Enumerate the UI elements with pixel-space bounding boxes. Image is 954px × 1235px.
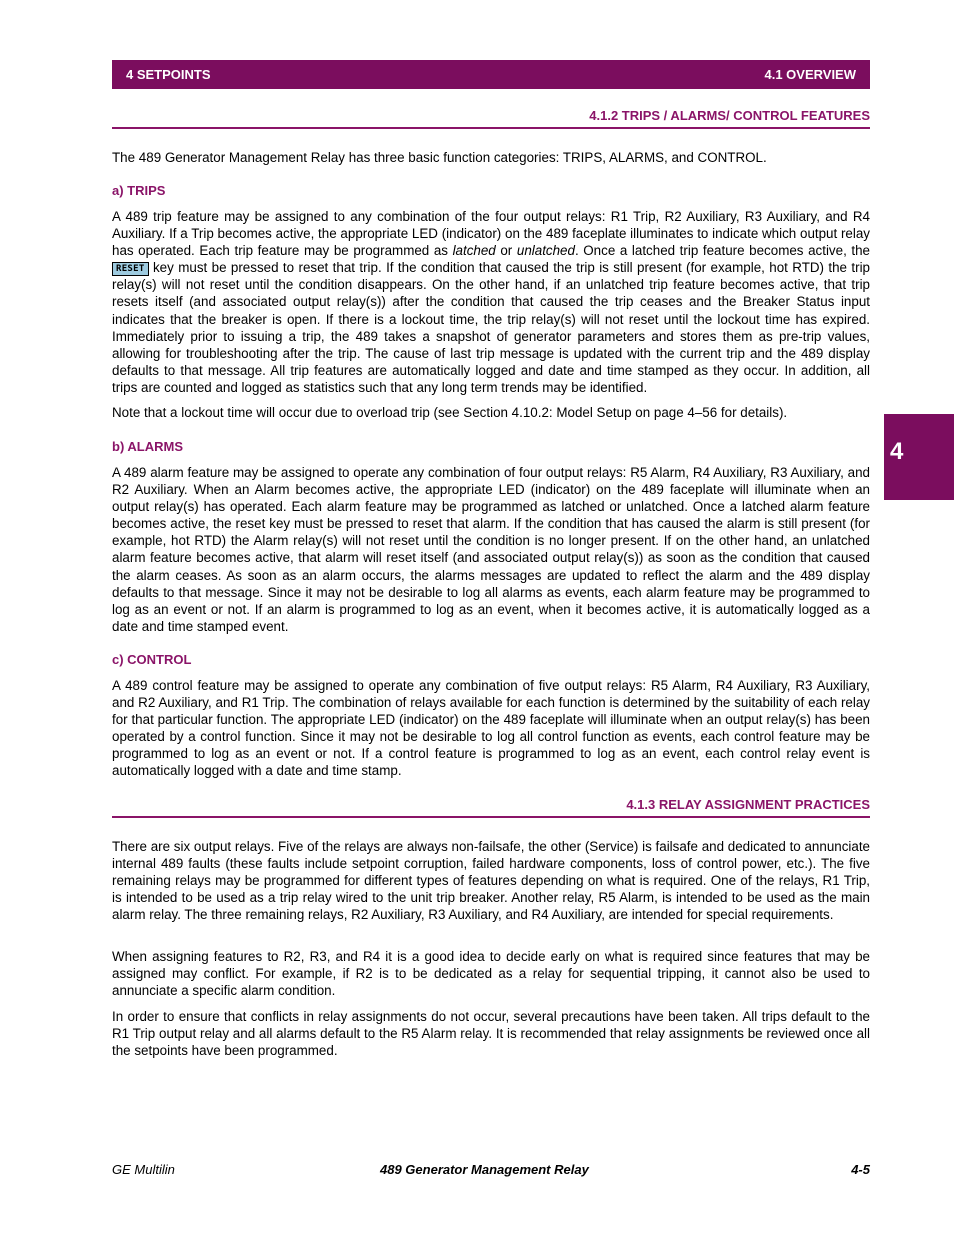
trips-text-2: . Once a latched trip feature becomes active, the [574, 243, 870, 259]
relay-assignment-paragraph-2: When assigning features to R2, R3, and R4 it is a good idea to decide early on what is required since features that may be assigned may conflict. For example, if R2 is to be dedicated as a relay for sequential tripping, it cannot also be used to annunciate a specific alarm condition. [112, 949, 870, 999]
trips-paragraph [112, 208, 870, 396]
trips-heading: a) TRIPS [112, 183, 166, 198]
reset-key-icon: RESET [112, 262, 149, 276]
relay-assignment-paragraph-1: There are six output relays. Five of the relays are always non-failsafe, the other (Service) is failsafe and dedicated to annunciate internal 489 faults (these faults include setpoint corruption, failed hardware components, loss of control power, etc.). The five remaining relays may be programmed for different types of features depending on what is required. One of the relays, R1 Trip, is intended to be used as a trip relay wired to the unit trip breaker. Another relay, R5 Alarm, is intended to be used as the main alarm relay. The three remaining relays, R2 Auxiliary, R3 Auxiliary, and R4 Auxiliary, are intended for special requirements. [112, 839, 870, 923]
section-4-1-3-heading: 4.1.3 RELAY ASSIGNMENT PRACTICES [112, 797, 870, 818]
trips-text-or: or [495, 243, 517, 259]
latched-term: latched [452, 243, 496, 259]
header-section: 4.1 OVERVIEW [764, 67, 856, 82]
footer-company: GE Multilin [112, 1162, 175, 1177]
running-header [112, 60, 870, 89]
unlatched-term: unlatched [516, 243, 575, 259]
relay-assignment-paragraph-3: In order to ensure that conflicts in relay assignments do not occur, several precautions have been taken. All trips default to the R1 Trip output relay and all alarms default to the R5 Alarm relay. It is recommended that relay assignments be reviewed once all the setpoints have been programmed. [112, 1009, 870, 1059]
chapter-number: 4 [890, 438, 904, 465]
trips-text-3: key must be pressed to reset that trip. If the condition that caused the trip is still present (for example, hot RTD) the trip relay(s) will not reset until the condition disappears. On the other hand, if an unlatched trip feature becomes active, that trip resets itself (and associated output relay(s)) after the condition that caused the trip ceases and the Breaker Status input indicates that the breaker is open. If there is a lockout time, the trip relay(s) will not reset until the lockout time has expired. Immediately prior to issuing a trip, the 489 takes a snapshot of generator parameters and stores them as pre-trip values, allowing for troubleshooting after the trip. The cause of last trip message is updated with the current trip and the 489 display defaults to that message. All trip features are automatically logged and date and time stamped as they occur. In addition, all trips are counted and logged as statistics such that any long term trends may be identified. [112, 260, 870, 395]
control-paragraph: A 489 control feature may be assigned to operate any combination of five output relays: R5 Alarm, R4 Auxiliary, R3 Auxiliary, and R2 Auxiliary, and R1 Trip. The combination of relays available for each function is determined by the suitability of each relay for that particular function. The appropriate LED (indicator) on the 489 faceplate will illuminate when an output relay(s) has been operated by a control function. Since it may not be desirable to log all control function as events, each control feature may be programmed to log as an event or not. If a control feature is programmed to log as an event, each control relay event is automatically logged with a date and time stamp. [112, 678, 870, 779]
footer-product: 489 Generator Management Relay [380, 1162, 589, 1177]
alarms-paragraph: A 489 alarm feature may be assigned to operate any combination of four output relays: R5 Alarm, R4 Auxiliary, R3 Auxiliary, and R2 Auxiliary. When an Alarm becomes active, the appropriate LED (indicator) on the 489 faceplate will illuminate when an output relay(s) has operated. Each alarm feature may be programmed as latched or unlatched. Once a latched alarm feature becomes active, the reset key must be pressed to reset that alarm. If the condition that has caused the alarm is still present (for example, hot RTD) the Alarm relay(s) will not reset until the condition is no longer present. If on the other hand, an unlatched alarm feature becomes active, that alarm will reset itself (and associated output relay(s)) as soon as the condition that caused the alarm ceases. As soon as an alarm occurs, the alarms messages are updated to reflect the alarm and the 489 display defaults to that message. Since it may not be desirable to log all alarms as events, each alarm feature may be programmed to log as an event or not. If an alarm is programmed to log as an event, when it becomes active, it is automatically logged as a date and time stamped event. [112, 465, 870, 634]
chapter-side-tab [884, 414, 954, 500]
trips-text-1: A 489 trip feature may be assigned to any combination of the four output relays: R1 Trip, R2 Auxiliary, R3 Auxiliary, and R4 Auxiliary. If a Trip becomes active, the appropriate LED (indicator) on the 489 faceplate illuminates to indicate which output relay has operated. Each trip feature may be programmed as [112, 209, 870, 259]
footer-page-number: 4-5 [851, 1162, 870, 1177]
intro-paragraph: The 489 Generator Management Relay has three basic function categories: TRIPS, ALARMS, and CONTROL. [112, 150, 767, 165]
header-chapter: 4 SETPOINTS [126, 67, 211, 82]
section-4-1-2-heading: 4.1.2 TRIPS / ALARMS/ CONTROL FEATURES [112, 108, 870, 129]
lockout-note: Note that a lockout time will occur due to overload trip (see Section 4.10.2: Model Setup on page 4–56 for details). [112, 405, 788, 420]
alarms-heading: b) ALARMS [112, 439, 184, 454]
control-heading: c) CONTROL [112, 652, 192, 667]
